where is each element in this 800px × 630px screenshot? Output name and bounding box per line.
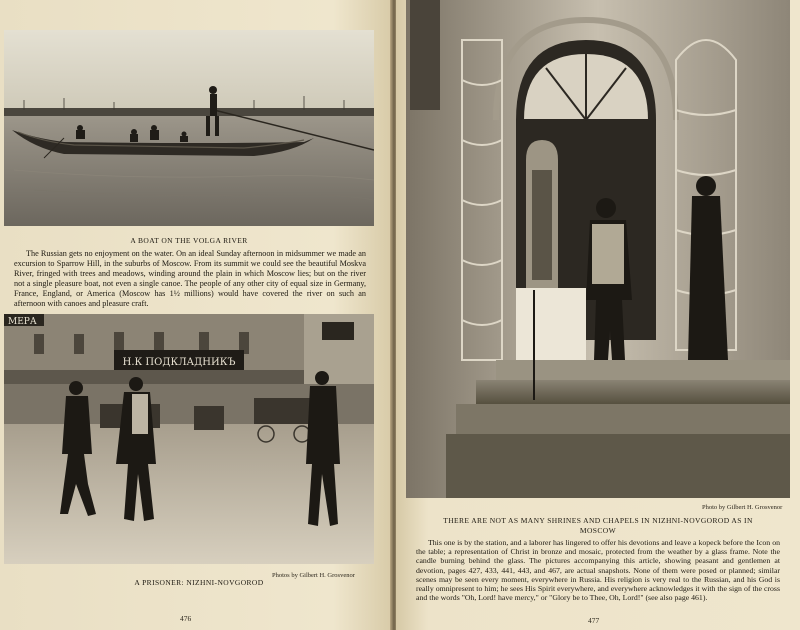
shrine-caption-line-2: MOSCOW <box>579 526 617 535</box>
volga-boat-photo <box>4 30 374 226</box>
left-body-paragraph: The Russian gets no enjoyment on the water. On an ideal Sunday afternoon in midsummer we made an excursion to Sparrow Hill, in the suburbs of Moscow. From its summit we could see the beautiful Moskva River, fringed with trees and meadows, winding around the plain in which Moscow lies; but on the river not a single pleasure boat, not even a single canoe. The people of any other city of equal size in Germany, France, England, or America (Moscow has 1½ millions) would have covered the river on such an afternoon with canoes and pleasure craft. <box>14 249 366 308</box>
prisoner-street-photo <box>4 314 374 564</box>
left-page <box>0 0 392 630</box>
left-page-number: 476 <box>180 614 192 623</box>
building-sign-text: МЕРА <box>8 317 37 327</box>
shrine-photo <box>406 0 790 498</box>
shrine-caption-line-1: THERE ARE NOT AS MANY SHRINES AND CHAPELS IN NIZHNI-NOVGOROD AS IN <box>443 516 753 525</box>
right-page-number: 477 <box>588 616 600 625</box>
boat-photo-caption: A BOAT ON THE VOLGA RIVER <box>130 236 248 245</box>
right-page <box>396 0 800 630</box>
shop-sign-text: Н.К ПОДКЛАДНИКЪ <box>122 357 236 368</box>
left-photo-credit: Photos by Gilbert H. Grosvenor <box>272 572 355 579</box>
right-body-paragraph: This one is by the station, and a laborer has lingered to offer his devotions and leave a kopeck before the Icon on the table; a representation of Christ in bronze and mosaic, protected from the weather by a glass frame. Note the candle burning behind the glass. The pictures accompanying this article, showing peasant and gentlemen at devotion, pages 427, 433, 441, 443, and 467, are actual snapshots. None of them were posed or planned; similar scenes may be seen every moment, everywhere in Russia. His religion is very real to the Russian, and his God is really omnipresent to him; he sees His Spirit everywhere, and everywhere acknowledges it with the sign of the cross and the words "Oh, Lord! have mercy," or "Glory be to Thee, Oh, Lord!" (see also page 461). <box>416 538 780 603</box>
prisoner-photo-caption: A PRISONER: NIZHNI-NOVGOROD <box>134 578 264 587</box>
right-photo-credit: Photo by Gilbert H. Grosvenor <box>702 504 783 511</box>
